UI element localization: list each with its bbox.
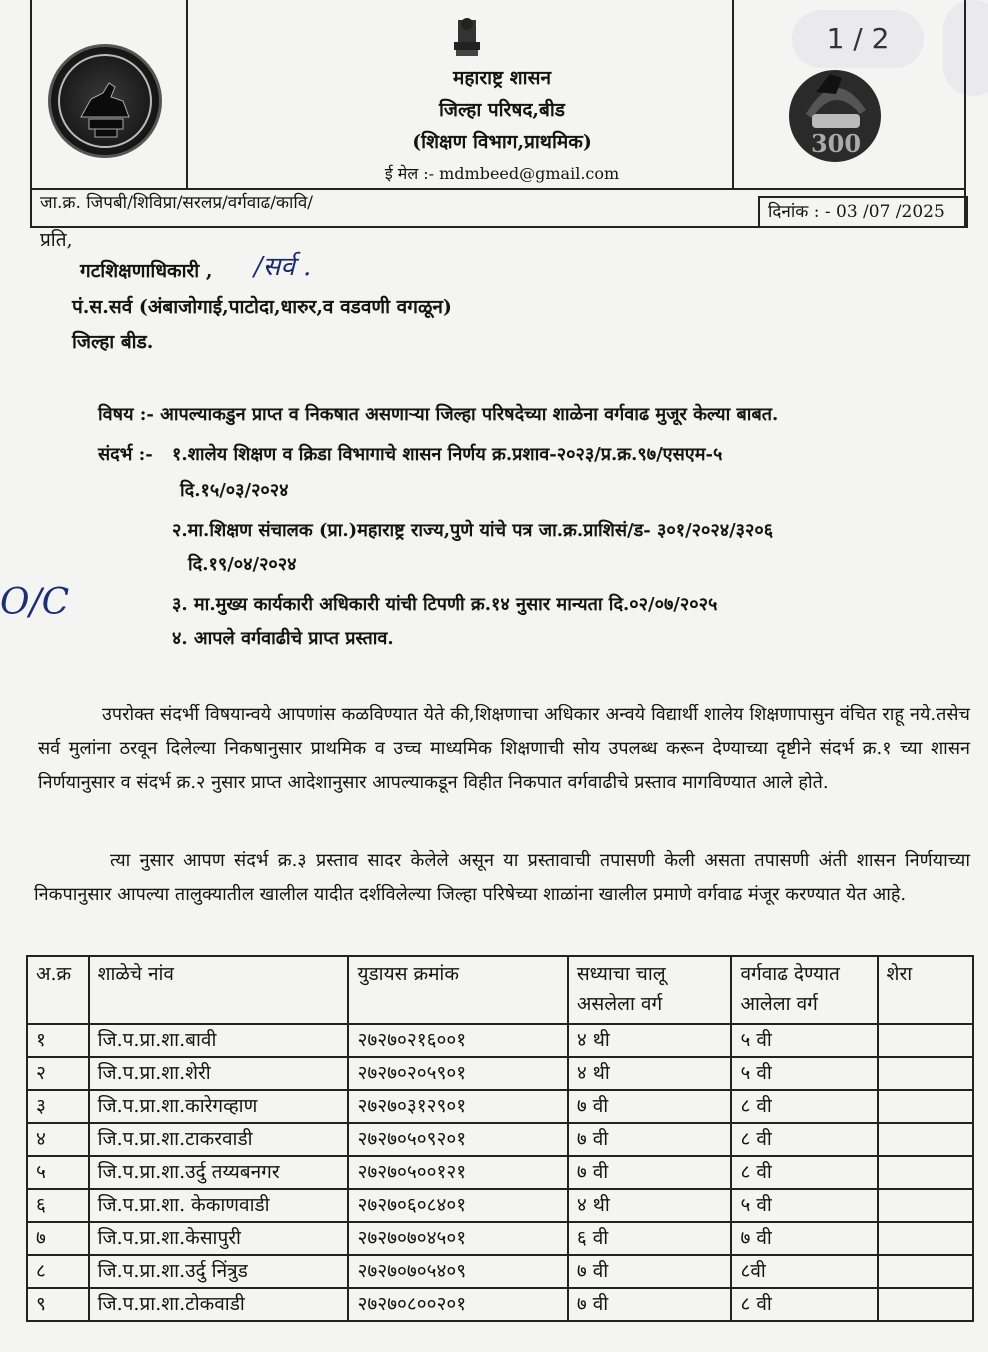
reference-1: १.शालेय शिक्षण व क्रिडा विभागाचे शासन निर्णय क्र.प्रशाव-२०२३/प्र.क्र.९७/एसएम-५ [172,444,723,465]
cell-remarks [878,1123,973,1156]
page-indicator: 1 / 2 [792,10,924,68]
handwritten-annotation: /सर्व . [254,252,312,282]
table-row [27,1222,973,1255]
cell-serial: २ [27,1057,89,1090]
table-row [27,1189,973,1222]
cell-remarks [878,1057,973,1090]
cell-current-class: ७ वी [568,1156,732,1189]
cell-school-name: जि.प.प्रा.शा.टाकरवाडी [89,1123,349,1156]
reference-3: ३. मा.मुख्य कार्यकारी अधिकारी यांची टिपणी क्र.१४ नुसार मान्यता दि.०२/०७/२०२५ [172,594,718,615]
cell-serial: ७ [27,1222,89,1255]
subject-line: विषय :- आपल्याकडुन प्राप्त व निकषात असणाऱ्या जिल्हा परिषदेच्या शाळेना वर्गवाढ मुजूर केल्या बाबत. [98,404,779,425]
cell-udise: २७२७०२१६००१ [348,1024,567,1057]
prati-label: प्रति, [40,229,73,251]
body-paragraph-2: त्या नुसार आपण संदर्भ क्र.३ प्रस्ताव सादर केलेले असून या प्रस्तावाची तपासणी केली असता तपासणी अंती शासन निर्णयाच्या निकपानुसार आपल्या तालुक्यातील खालील यादीत दर्शविलेल्या जिल्हा परिषेच्या शाळांना खालील प्रमाणे वर्गवाढ मंजूर करण्यात येत आहे. [34,850,970,905]
cell-remarks [878,1222,973,1255]
cell-udise: २७२७०२०५९०१ [348,1057,567,1090]
cell-serial: ६ [27,1189,89,1222]
cell-upgraded-class: ५ वी [731,1189,877,1222]
cell-udise: २७२७०३१२९०१ [348,1090,567,1123]
letterhead [30,0,966,190]
cell-school-name: जि.प.प्रा.शा.कारेगव्हाण [89,1090,349,1123]
col-remarks: शेरा [878,956,973,1024]
table-row [27,1057,973,1090]
class-upgrade-table [26,955,974,1322]
reference-2-date: दि.१९/०४/२०२४ [188,554,297,575]
cell-remarks [878,1156,973,1189]
cell-school-name: जि.प.प्रा.शा.केसापुरी [89,1222,349,1255]
cell-school-name: जि.प.प्रा.शा.बावी [89,1024,349,1057]
cell-school-name: जि.प.प्रा.शा.टोकवाडी [89,1288,349,1321]
cell-udise: २७२७०८००२०१ [348,1288,567,1321]
zilla-parishad-seal-icon [48,44,162,158]
cell-serial: १ [27,1024,89,1057]
cell-remarks [878,1288,973,1321]
cell-serial: ३ [27,1090,89,1123]
table-header-row [27,956,973,1024]
cell-school-name: जि.प.प्रा.शा.शेरी [89,1057,349,1090]
cell-remarks [878,1255,973,1288]
header-email: ई मेल :- mdmbeed@gmail.com [384,164,620,183]
col-current-class: सध्याचा चालू असलेला वर्ग [568,956,732,1024]
national-emblem-icon [446,12,488,62]
header-zp: जिल्हा परिषद,बीड [439,99,565,121]
cell-school-name: जि.प.प्रा.शा.उर्दु तय्यबनगर [89,1156,349,1189]
cell-upgraded-class: ८ वी [731,1288,877,1321]
cell-serial: ९ [27,1288,89,1321]
cell-current-class: ७ वी [568,1090,732,1123]
cell-udise: २७२७०७०५४०९ [348,1255,567,1288]
col-school-name: शाळेचे नांव [89,956,349,1024]
reference-number: जा.क्र. जिपबी/शिविप्रा/सरलप्र/वर्गवाढ/कावि/ [40,193,314,213]
addressee-district: जिल्हा बीड. [72,331,154,353]
body-paragraph-1: उपरोक्त संदर्भी विषयान्वये आपणांस कळविण्यात येते की,शिक्षणाचा अधिकार अन्वये विद्यार्थी शालेय शिक्षणापासुन वंचित राहू नये.तसेच सर्व मुलांना ठरवून दिलेल्या निकषानुसार प्राथमिक व उच्च माध्यमिक शिक्षणाची सोय उपलब्ध करून देण्याच्या दृष्टीने संदर्भ क्र.१ च्या शासन निर्णयानुसार व संदर्भ क्र.२ नुसार प्राप्त आदेशानुसार आपल्याकडून विहीत निकपात वर्गवाढीचे प्रस्ताव मागविण्यात आले होते. [38,704,970,793]
addressee-office: पं.स.सर्व (अंबाजोगाई,पाटोदा,धारुर,व वडवणी वगळून) [72,296,452,318]
header-govt: महाराष्ट्र शासन [452,67,551,89]
cell-udise: २७२७०७०४५०१ [348,1222,567,1255]
cell-current-class: ४ थी [568,1024,732,1057]
references-label: संदर्भ :- [98,444,153,465]
table-row [27,1288,973,1321]
svg-text:300: 300 [810,129,862,158]
col-udise: युडायस क्रमांक [348,956,567,1024]
table-row [27,1255,973,1288]
table-row [27,1156,973,1189]
col-upgraded-class: वर्गवाढ देण्यात आलेला वर्ग [731,956,877,1024]
cell-current-class: ७ वी [568,1288,732,1321]
cell-upgraded-class: ७ वी [731,1222,877,1255]
cell-udise: २७२७०५०९२०१ [348,1123,567,1156]
cell-remarks [878,1024,973,1057]
cell-upgraded-class: ८ वी [731,1123,877,1156]
cell-current-class: ४ थी [568,1057,732,1090]
cell-current-class: ७ वी [568,1123,732,1156]
cell-upgraded-class: ८ वी [731,1156,877,1189]
reference-1-date: दि.१५/०३/२०२४ [180,480,289,501]
letter-date: दिनांक : - 03 /07 /2025 [758,196,968,228]
cell-school-name: जि.प.प्रा.शा. केकाणवाडी [89,1189,349,1222]
cell-current-class: ७ वी [568,1255,732,1288]
cell-udise: २७२७०५००१२१ [348,1156,567,1189]
cell-serial: ५ [27,1156,89,1189]
col-serial: अ.क्र [27,956,89,1024]
cell-school-name: जि.प.प्रा.शा.उर्दु निंत्रुड [89,1255,349,1288]
table-row [27,1024,973,1057]
cell-upgraded-class: ८वी [731,1255,877,1288]
anniversary-logo-icon [776,54,894,172]
cell-serial: ४ [27,1123,89,1156]
cell-upgraded-class: ५ वी [731,1024,877,1057]
addressee-title: गटशिक्षणाधिकारी , [80,260,213,282]
cell-upgraded-class: ८ वी [731,1090,877,1123]
cell-current-class: ४ थी [568,1189,732,1222]
margin-mark: O/C [0,582,70,623]
table-row [27,1090,973,1123]
cell-current-class: ६ वी [568,1222,732,1255]
cell-upgraded-class: ५ वी [731,1057,877,1090]
header-dept: (शिक्षण विभाग,प्राथमिक) [412,131,592,153]
reference-4: ४. आपले वर्गवाढीचे प्राप्त प्रस्ताव. [172,628,394,649]
table-row [27,1123,973,1156]
reference-bar [30,188,966,228]
reference-2: २.मा.शिक्षण संचालक (प्रा.)महाराष्ट्र राज्य,पुणे यांचे पत्र जा.क्र.प्राशिसं/ड- ३०१/२०२४/३२०६ [172,520,774,541]
cell-remarks [878,1090,973,1123]
cell-serial: ८ [27,1255,89,1288]
cell-remarks [878,1189,973,1222]
cell-udise: २७२७०६०८४०१ [348,1189,567,1222]
